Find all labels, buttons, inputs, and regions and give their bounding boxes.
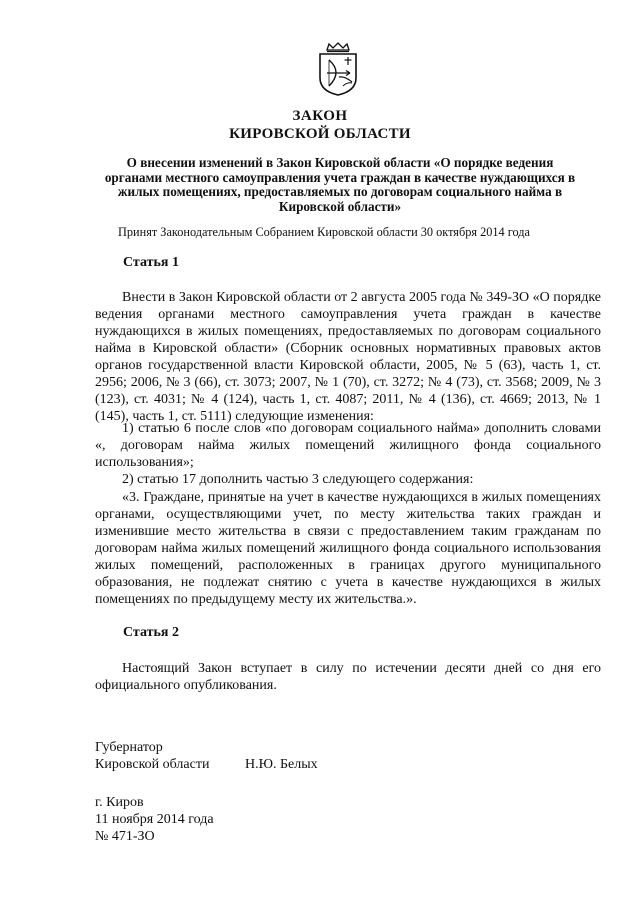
article-1-paragraph: «3. Граждане, принятые на учет в качестве нуждающихся в жилых помещениях органами, осуществляющими учет, по месту жительства таких граждан и изменившие место жительства в связи с предоставлением таким гражданам по договорам найма жилых помещений жилищного фонда социального использования жилых помещений, расположенных в границах другого муниципального образования, не подлежат снятию с учета в качестве нуждающихся в жилых помещениях по предыдущему месту их жительства.». [95, 490, 601, 607]
signing-date: 11 ноября 2014 года [95, 812, 214, 827]
law-number: № 471-ЗО [95, 829, 155, 844]
article-1-paragraph: 2) статью 17 дополнить частью 3 следующего содержания: [122, 472, 474, 487]
kirov-oblast-coat-of-arms-icon [315, 42, 361, 96]
article-1-heading: Статья 1 [123, 255, 179, 270]
article-1-paragraph: 1) статью 6 после слов «по договорам социального найма» дополнить словами «, договорам найма жилых помещений жилищного фонда социального использования»; [95, 421, 601, 470]
law-label: ЗАКОН [292, 108, 348, 124]
signatory-position: Губернатор [95, 740, 163, 755]
article-2-heading: Статья 2 [123, 625, 179, 640]
law-subject: О внесении изменений в Закон Кировской области «О порядке ведения органами местного самоуправления учета граждан в качестве нуждающихся в жилых помещениях, предоставляемых по договорам социального найма в Кировской области» [104, 155, 576, 214]
article-2-paragraph: Настоящий Закон вступает в силу по истечении десяти дней со дня его официального опубликования. [95, 661, 601, 693]
article-1-paragraph: Внести в Закон Кировской области от 2 августа 2005 года № 349-ЗО «О порядке ведения органами местного самоуправления учета граждан в качестве нуждающихся в жилых помещениях, предоставляемых по договорам социального найма в Кировской области» (Сборник основных нормативных правовых актов органов государственной власти Кировской области, 2005, № 5 (63), часть 1, ст. 2956; 2006, № 3 (66), ст. 3073; 2007, № 1 (70), ст. 3272; № 4 (73), ст. 3568; 2009, № 3 (123), ст. 4031; № 4 (124), часть 1, ст. 4087; 2011, № 4 (136), ст. 4669; 2013, № 1 (145), часть 1, ст. 5111) следующие изменения: [95, 290, 601, 424]
signatory-region: Кировской области [95, 757, 210, 772]
signatory-name: Н.Ю. Белых [245, 757, 318, 772]
signing-place: г. Киров [95, 795, 144, 810]
adoption-note: Принят Законодательным Собранием Кировской области 30 октября 2014 года [118, 225, 530, 239]
region-name: КИРОВСКОЙ ОБЛАСТИ [229, 126, 411, 142]
